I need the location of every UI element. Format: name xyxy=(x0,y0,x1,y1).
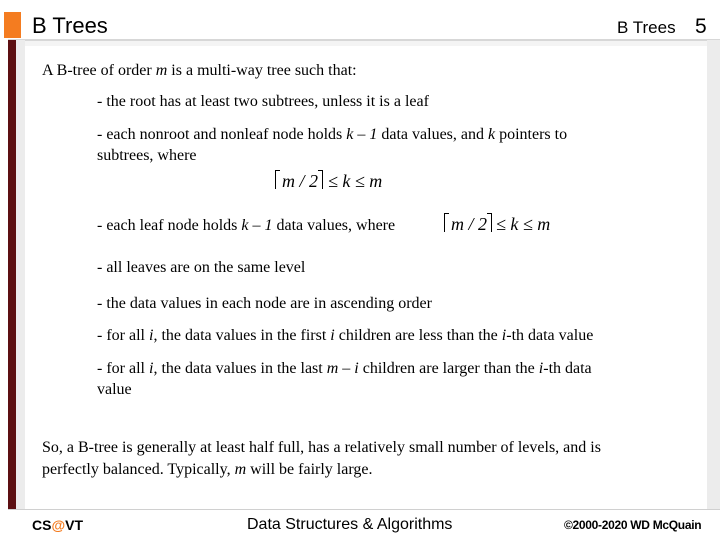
footer-course-title: Data Structures & Algorithms xyxy=(247,516,453,533)
ceil-right-bracket xyxy=(487,213,492,232)
summary-line-2: perfectly balanced. Typically, m will be fairly large. xyxy=(42,461,373,478)
bullet-larger-than-cont: value xyxy=(97,381,132,398)
intro-text: A B-tree of order m is a multi-way tree such that: xyxy=(42,62,357,79)
bullet-same-level: - all leaves are on the same level xyxy=(97,259,306,276)
title-accent-block xyxy=(4,12,21,38)
summary-line-1: So, a B-tree is generally at least half full, has a relatively small number of levels, and is xyxy=(42,439,601,456)
formula-m-half: m / 2 xyxy=(282,171,318,191)
running-title: B Trees xyxy=(617,18,676,37)
bullet-nonleaf-cont: subtrees, where xyxy=(97,147,197,164)
bullet-root: - the root has at least two subtrees, unless it is a leaf xyxy=(97,93,429,110)
left-border-bar xyxy=(8,40,16,510)
formula-m-half: m / 2 xyxy=(451,214,487,234)
slide-title: B Trees xyxy=(32,13,108,38)
ceil-left-bracket xyxy=(444,213,449,232)
left-border-shadow xyxy=(16,40,25,510)
bullet-leaf: - each leaf node holds k – 1 data values, where xyxy=(97,217,396,234)
footer-copyright: ©2000-2020 WD McQuain xyxy=(564,518,702,532)
top-shadow xyxy=(25,41,707,46)
bullet-nonleaf: - each nonroot and nonleaf node holds k – 1 data values, and k pointers to xyxy=(97,126,568,143)
page-number: 5 xyxy=(695,15,707,38)
bullet-less-than: - for all i, the data values in the first i children are less than the i-th data value xyxy=(97,327,594,344)
ceil-left-bracket xyxy=(275,170,280,189)
formula-range: ≤ k ≤ m xyxy=(496,214,551,234)
ceil-right-bracket xyxy=(318,170,323,189)
bullet-ascending: - the data values in each node are in ascending order xyxy=(97,295,432,312)
footer-course: CS@VT xyxy=(32,517,83,533)
formula-range: ≤ k ≤ m xyxy=(328,171,383,191)
bullet-larger-than: - for all i, the data values in the last m – i children are larger than the i-th data xyxy=(97,360,592,377)
right-border-shadow xyxy=(707,40,720,510)
bottom-border xyxy=(8,509,720,510)
